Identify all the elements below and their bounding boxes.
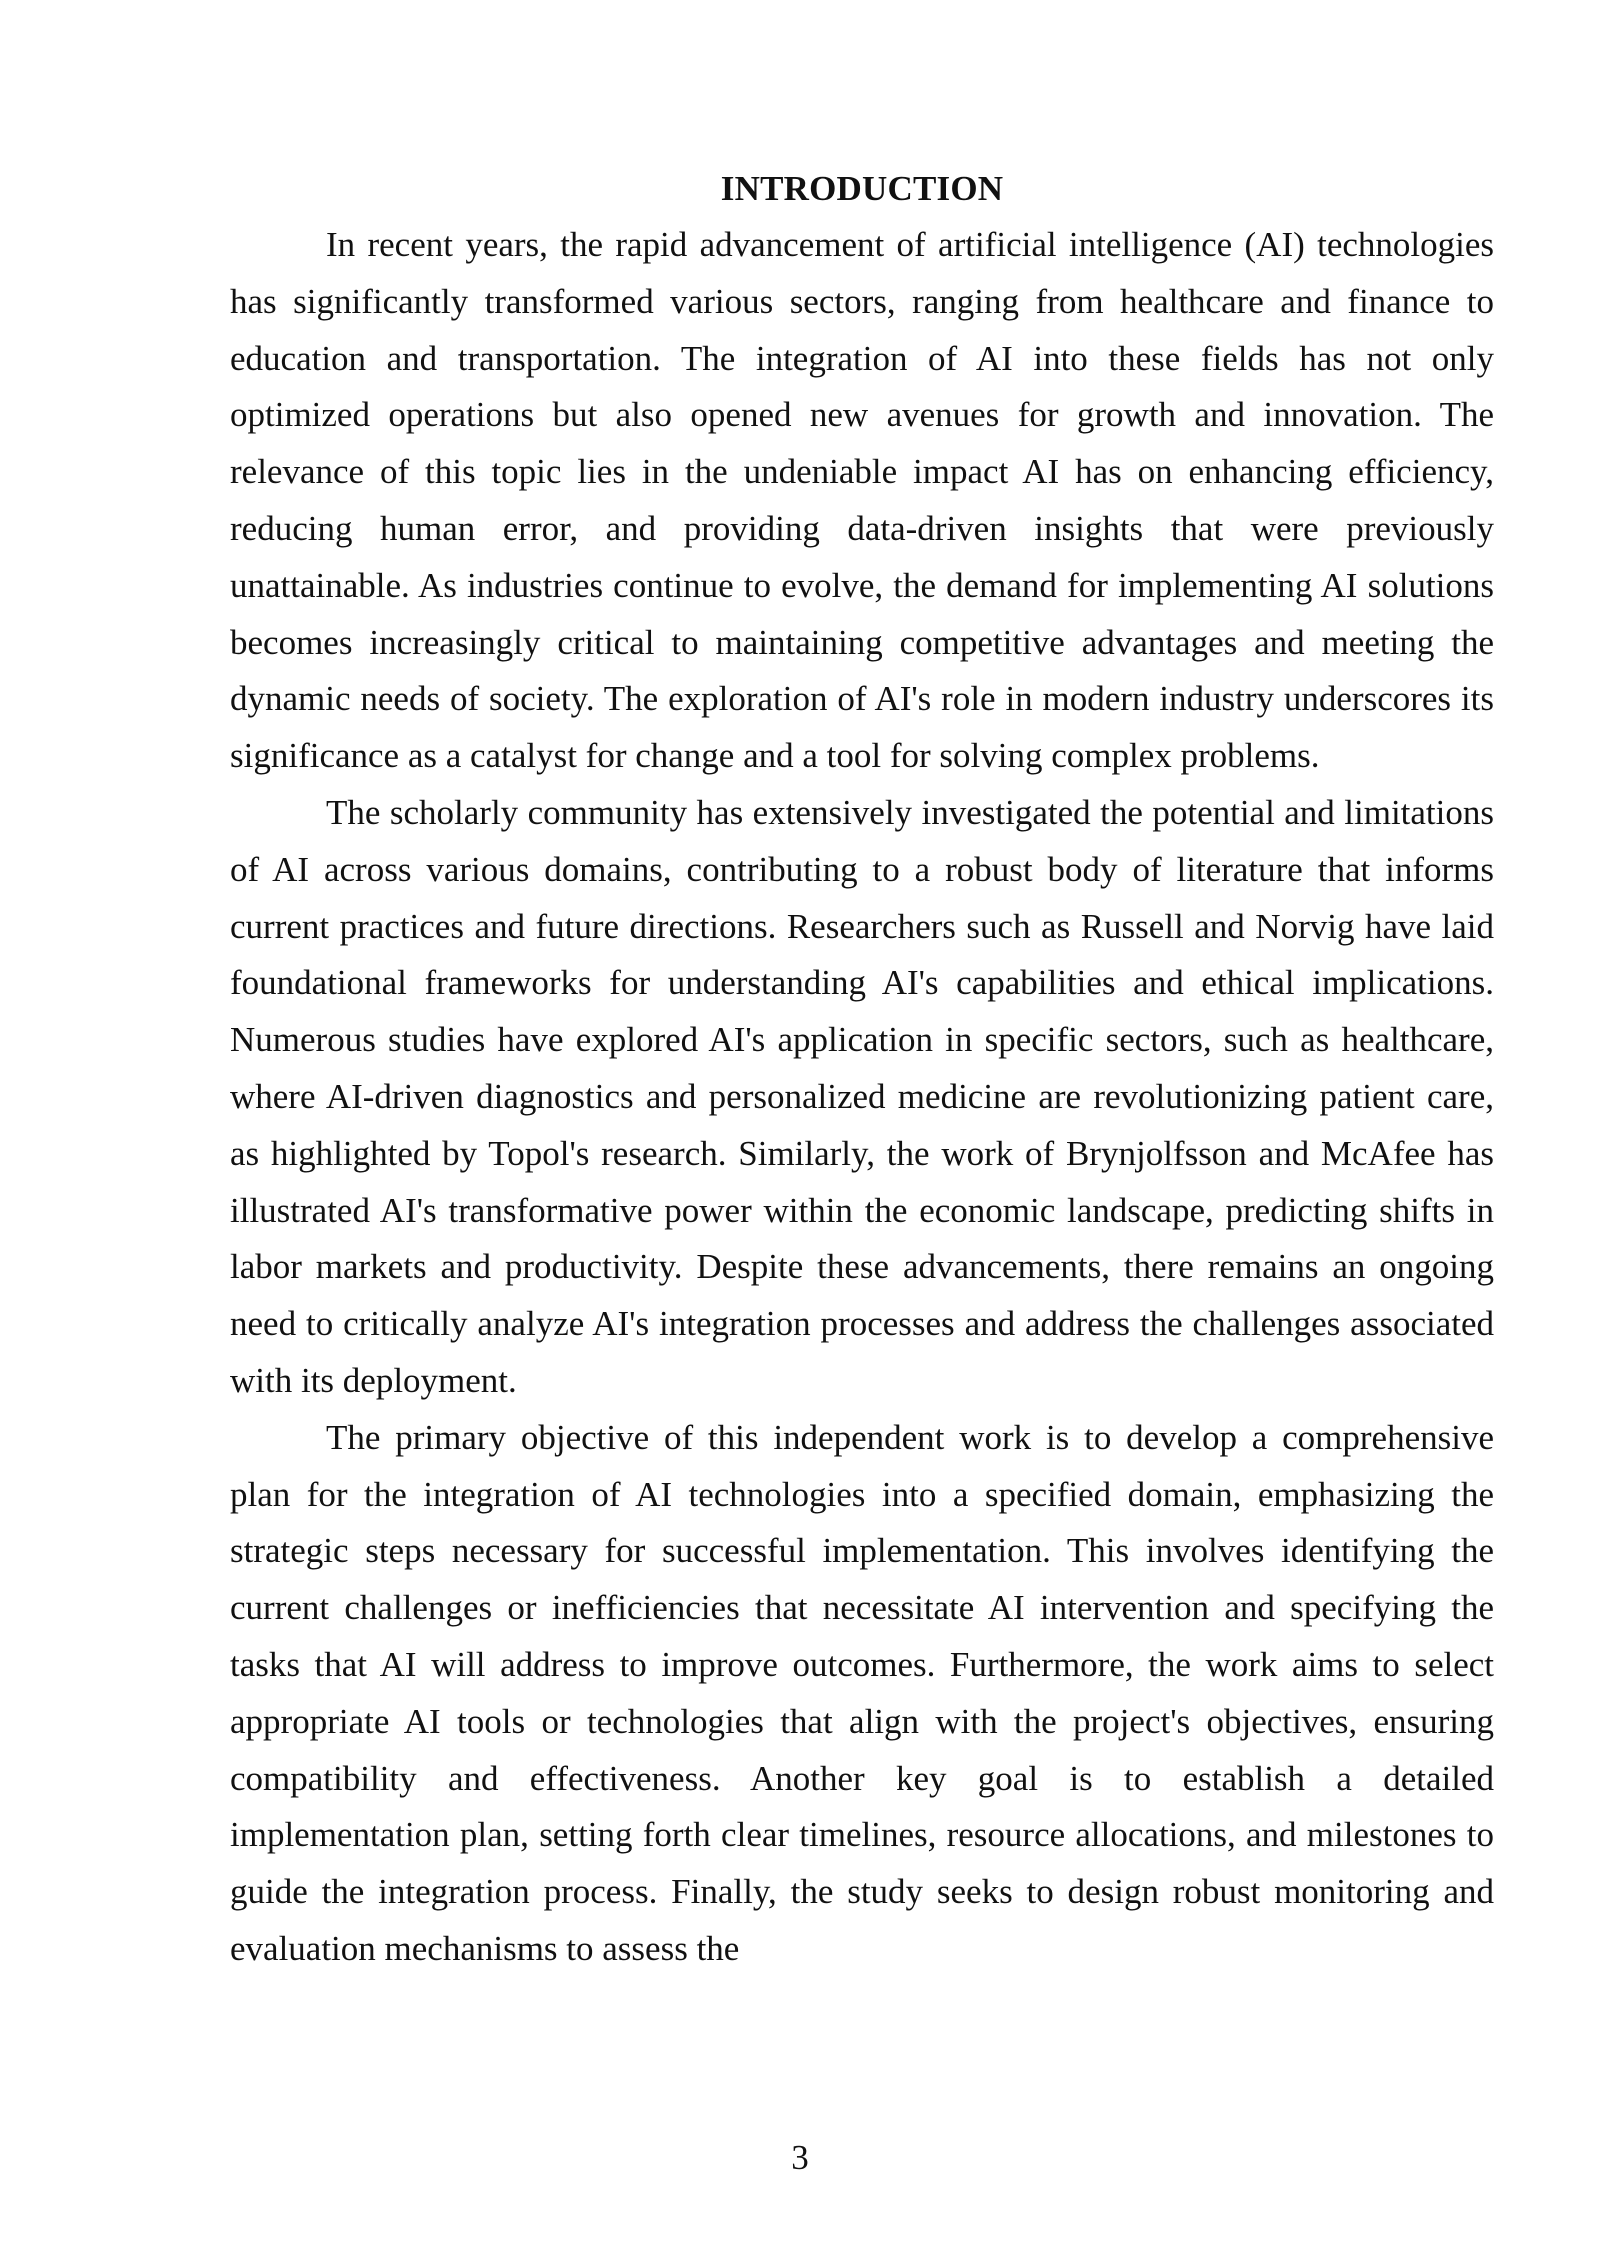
paragraph-literature: The scholarly community has extensively investigated the potential and limitations of AI across various domains, contributing to a robust body of literature that informs current practices and future directions. Researchers such as Russell and Norvig have laid foundational frameworks for understanding AI's capabilities and ethical implications. Numerous studies have explored AI's application in specific sectors, such as healthcare, where AI-driven diagnostics and personalized medicine are revolutionizing patient care, as highlighted by Topol's research. Similarly, the work of Brynjolfsson and McAfee has illustrated AI's transformative power within the economic landscape, predicting shifts in labor markets and productivity. Despite these advancements, there remains an ongoing need to critically analyze AI's integration processes and address the challenges associated with its deployment. <box>230 792 1494 1400</box>
page-content <box>230 160 1494 1978</box>
section-title: INTRODUCTION <box>720 169 1004 208</box>
paragraph-objective: The primary objective of this independent work is to develop a comprehensive plan for the integration of AI technologies into a specified domain, emphasizing the strategic steps necessary for successful implementation. This involves identifying the current challenges or inefficiencies that necessitate AI intervention and specifying the tasks that AI will address to improve outcomes. Furthermore, the work aims to select appropriate AI tools or technologies that align with the project's objectives, ensuring compatibility and effectiveness. Another key goal is to establish a detailed implementation plan, setting forth clear timelines, resource allocations, and milestones to guide the integration process. Finally, the study seeks to design robust monitoring and evaluation mechanisms to assess the <box>230 1417 1494 1968</box>
page-number: 3 <box>791 2138 809 2177</box>
paragraph-relevance: In recent years, the rapid advancement of artificial intelligence (AI) technologies has significantly transformed various sectors, ranging from healthcare and finance to education and transportation. The integration of AI into these fields has not only optimized operations but also opened new avenues for growth and innovation. The relevance of this topic lies in the undeniable impact AI has on enhancing efficiency, reducing human error, and providing data-driven insights that were previously unattainable. As industries continue to evolve, the demand for implementing AI solutions becomes increasingly critical to maintaining competitive advantages and meeting the dynamic needs of society. The exploration of AI's role in modern industry underscores its significance as a catalyst for change and a tool for solving complex problems. <box>230 225 1494 776</box>
